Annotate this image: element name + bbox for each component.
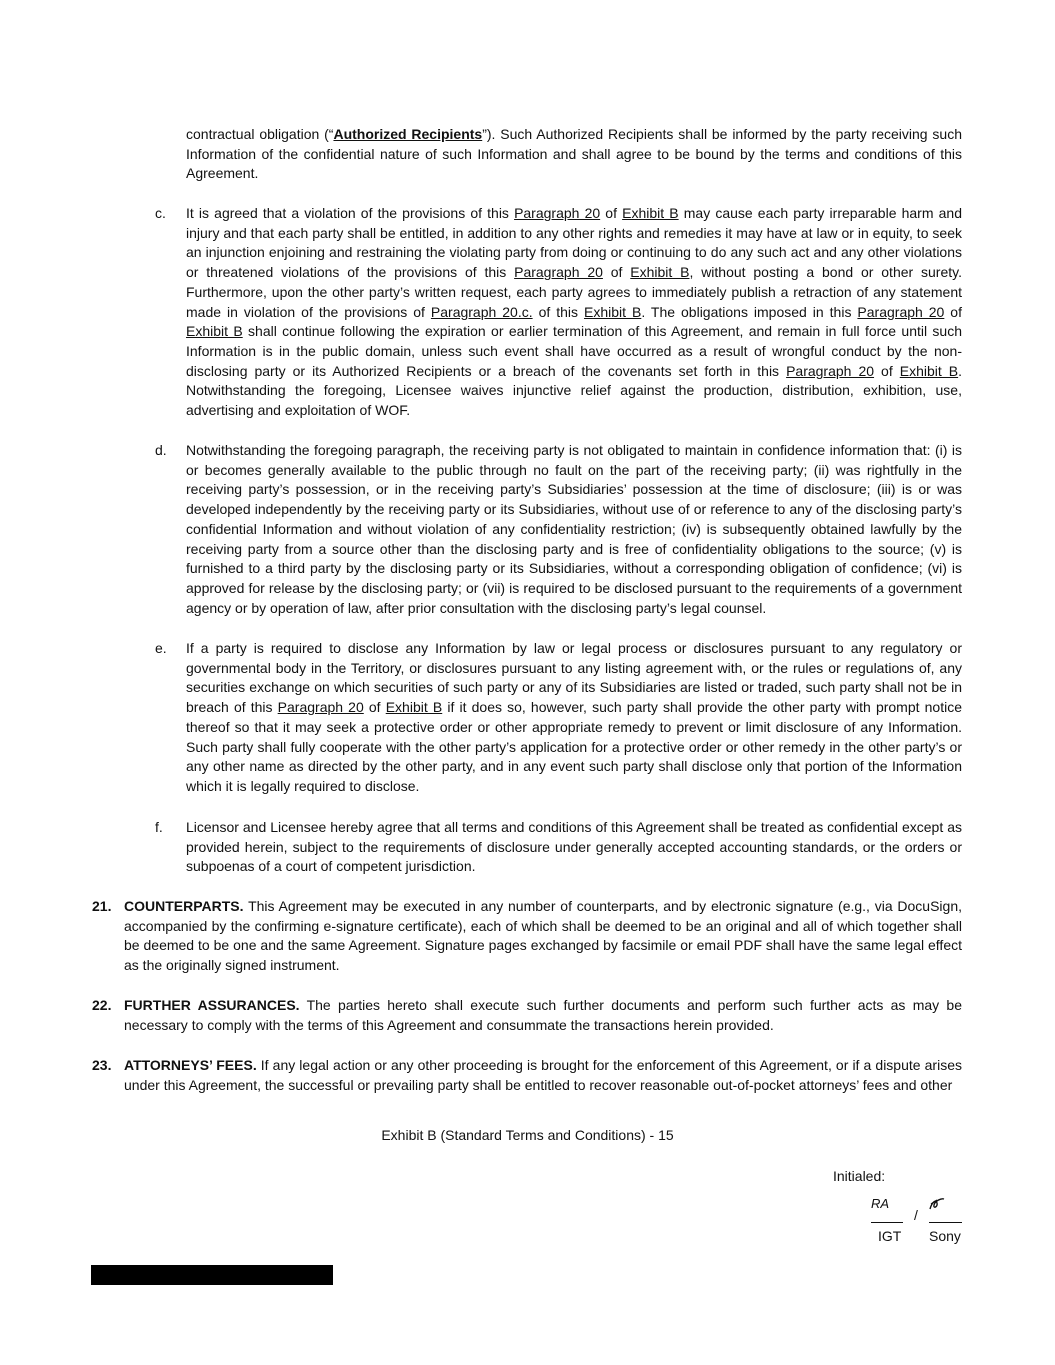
redaction-bar — [91, 1265, 333, 1285]
section-23-attorneys-fees: ATTORNEYS’ FEES. If any legal action or any other proceeding is brought for the enforcement of this Agreement, or if a dispute arises under this Agreement, the successful or prevailing party shall be entitled to recover reasonable out-of-pocket attorneys’ fees and other — [124, 1057, 962, 1093]
igt-initial-line — [871, 1222, 903, 1223]
sony-initials-signature — [928, 1196, 946, 1212]
paragraph-20f: Licensor and Licensee hereby agree that all terms and conditions of this Agreement shall be treated as confidential except as provided herein, subject to the requirements of disclosure under generally accepted accounting standards, or the orders or subpoenas of a court of competent jurisdiction. — [186, 819, 962, 875]
initialed-label: Initialed: — [833, 1168, 886, 1184]
reference: Paragraph 20 — [514, 264, 603, 281]
igt-initials-signature: RA — [871, 1196, 890, 1211]
sony-initial-line — [929, 1222, 962, 1223]
section-heading: FURTHER ASSURANCES. — [124, 997, 300, 1013]
paragraph-20c: It is agreed that a violation of the provisions of this Paragraph 20 of Exhibit B may cause each party irreparable harm and injury and that each party shall be entitled, in addition to any other rights and remedies it may have at law or in equity, to seek an injunction enjoining and restraining the violating party from doing or continuing to do any such act and any other violations or threatened violations of the provisions of this Paragraph 20 of Exhibit B, without posting a bond or other surety. Furthermore, upon the other party’s written request, each party agrees to immediately publish a retraction of any statement made in violation of the provisions of Paragraph 20.c. of this Exhibit B. The obligations imposed in this Paragraph 20 of Exhibit B shall continue following the expiration or earlier termination of this Agreement, and remain in full force until such Information is in the public domain, unless such event shall have occurred as a result of wrongful conduct by the non-disclosing party or its Authorized Recipients or a breach of the covenants set forth in this Paragraph 20 of Exhibit B. Notwithstanding the foregoing, Licensee waives injunctive relief against the production, distribution, exhibition, use, advertising and exploitation of WOF. — [186, 205, 963, 419]
subparagraph-marker-d: d. — [155, 442, 167, 458]
reference: Exhibit B — [583, 303, 642, 320]
section-number-21: 21. — [92, 898, 112, 914]
reference: Paragraph 20 — [277, 699, 364, 716]
reference: Paragraph 20 — [857, 303, 945, 320]
reference: Exhibit B — [899, 362, 959, 379]
section-heading: ATTORNEYS’ FEES. — [124, 1057, 257, 1073]
reference: Exhibit B — [622, 205, 679, 221]
reference: Exhibit B — [186, 323, 243, 340]
subparagraph-marker-e: e. — [155, 640, 167, 656]
igt-label: IGT — [878, 1228, 902, 1244]
paragraph-20b-continuation: contractual obligation (“Authorized Recipients”). Such Authorized Recipients shall be informed by the party receiving such Information of the confidential nature of such Information and shall agree to be bound by the terms and conditions of this Agreement. — [186, 126, 963, 182]
section-22-further-assurances: FURTHER ASSURANCES. The parties hereto shall execute such further documents and perform such further acts as may be necessary to comply with the terms of this Agreement and consummate the transactions herein provided. — [124, 997, 962, 1033]
page-footer: Exhibit B (Standard Terms and Conditions) - 15 — [381, 1127, 674, 1143]
paragraph-20d: Notwithstanding the foregoing paragraph, the receiving party is not obligated to maintain in confidence information that: (i) is or becomes generally available to the public through no fault on the part of the receiving party; (ii) was rightfully in the receiving party’s possession, or in the receiving party’s Subsidiaries’ possession at the time of disclosure; (iii) is or was developed independently by the receiving party or its Subsidiaries, without use of or reference to any of the disclosing party’s confidential Information and without violation of any confidentiality restriction; (iv) is subsequently obtained lawfully by the receiving party from a source other than the disclosing party and is free of confidentiality obligations to the source; (v) is furnished to a third party by the disclosing party or its Subsidiaries, without a corresponding obligation of confidence; (vi) is approved for release by the disclosing party; or (vii) is required to be disclosed pursuant to the requirements of a government agency or by operation of law, after prior consultation with the disclosing party’s legal counsel. — [186, 442, 962, 616]
section-number-22: 22. — [92, 997, 112, 1013]
reference: Paragraph 20 — [514, 205, 601, 221]
paragraph-20e: If a party is required to disclose any Information by law or legal process or disclosures pursuant to any regulatory or governmental body in the Territory, or disclosures pursuant to any listing agreement with, or the rules or regulations of, any securities exchange on which securities of such party or any of its Subsidiaries are listed or traded, such party shall not be in breach of this Paragraph 20 of Exhibit B if it does so, however, such party shall provide the other party with prompt notice thereof so that it may seek a protective order or other appropriate remedy to prevent or limit disclosure of any Information. Such party shall fully cooperate with the other party’s application for a protective order or other remedy in the other party’s or any other name as directed by the other party, and in any event such party shall disclose only that portion of the Information which it is legally required to disclose. — [186, 640, 963, 794]
reference: Exhibit B — [630, 264, 690, 281]
defined-term: Authorized Recipients — [333, 126, 483, 142]
section-21-counterparts: COUNTERPARTS. This Agreement may be executed in any number of counterparts, and by electronic signature (e.g., via DocuSign, accompanied by the confirming e-signature certificate), each of which shall be deemed to be an original and all of which together shall be deemed to be one and the same Agreement. Signature pages exchanged by facsimile or email PDF shall have the same legal effect as the originally signed instrument. — [124, 898, 962, 974]
reference: Paragraph 20 — [786, 362, 875, 379]
initials-separator: / — [914, 1207, 918, 1223]
section-heading: COUNTERPARTS. — [124, 898, 244, 914]
subparagraph-marker-f: f. — [155, 819, 163, 835]
reference: Paragraph 20.c. — [430, 303, 533, 320]
sony-label: Sony — [929, 1228, 961, 1244]
subparagraph-marker-c: c. — [155, 205, 166, 221]
reference: Exhibit B — [385, 699, 443, 716]
section-number-23: 23. — [92, 1057, 112, 1073]
